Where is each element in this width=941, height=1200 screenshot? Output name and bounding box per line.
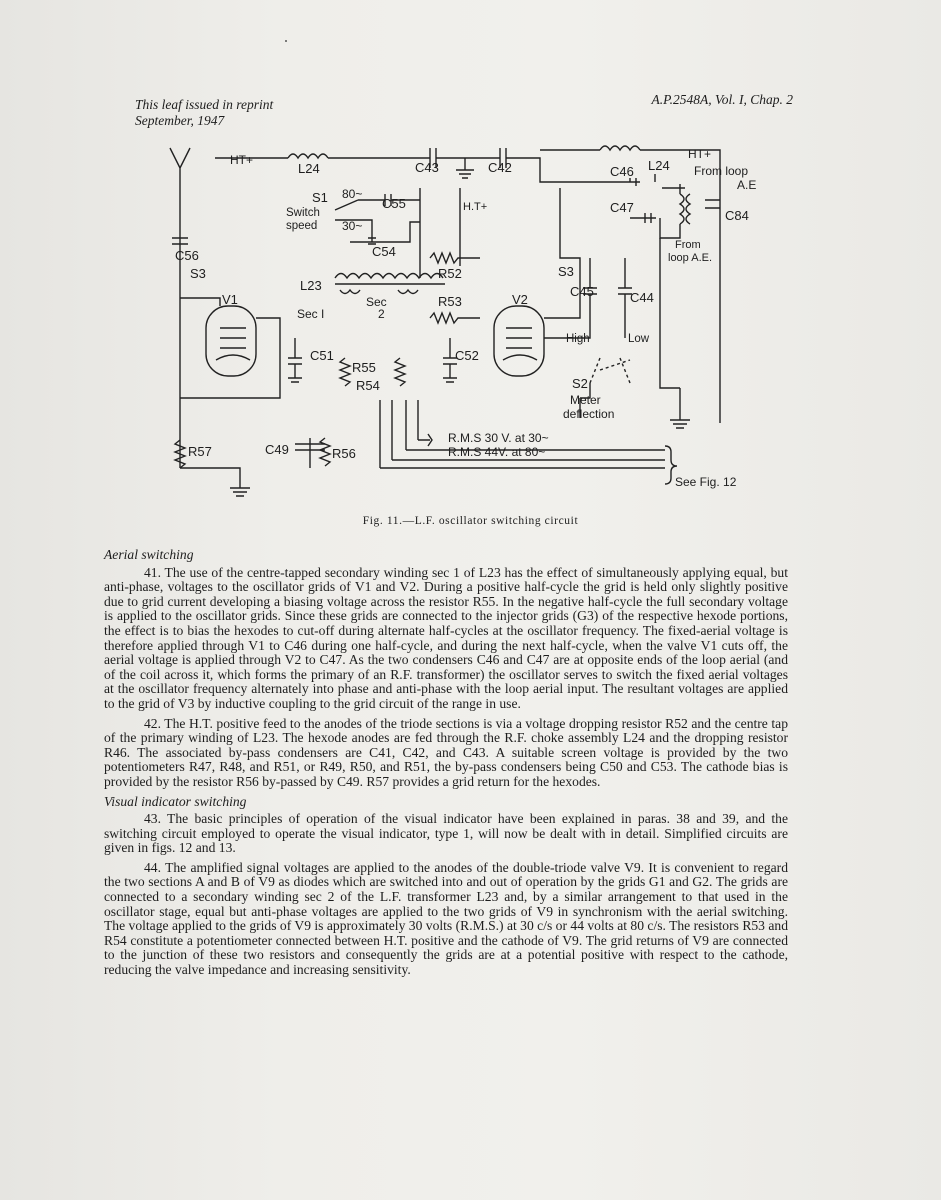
sec2-label-b: 2 bbox=[378, 307, 385, 321]
ht-right-label: HT+ bbox=[688, 147, 712, 161]
c84-symbol bbox=[705, 200, 720, 208]
loop-transformer-primary bbox=[680, 194, 684, 224]
l23-primary bbox=[335, 274, 443, 279]
80hz-label: 80~ bbox=[342, 187, 363, 201]
v1-label: V1 bbox=[222, 292, 238, 307]
c51-ground bbox=[288, 338, 302, 382]
loop-transformer-secondary bbox=[686, 194, 690, 224]
v2-valve bbox=[494, 306, 544, 376]
l23-sec2 bbox=[398, 290, 418, 294]
r56-label: R56 bbox=[332, 446, 356, 461]
low-label: Low bbox=[628, 333, 650, 345]
l23-sec1 bbox=[340, 290, 360, 294]
c43-label: C43 bbox=[415, 160, 439, 175]
section-heading-aerial: Aerial switching bbox=[104, 547, 194, 562]
30hz-label: 30~ bbox=[342, 219, 363, 233]
rms-44-label: R.M.S 44V. at 80~ bbox=[448, 445, 546, 459]
speck bbox=[285, 40, 287, 42]
aerial-symbol bbox=[170, 148, 190, 233]
from-loop-label: From loop bbox=[694, 164, 749, 178]
publication-reference: A.P.2548A, Vol. I, Chap. 2 bbox=[651, 92, 793, 107]
see-fig-label: See Fig. 12 bbox=[675, 475, 737, 489]
l24-right-coil bbox=[600, 146, 640, 150]
loop-ae-label: loop A.E. bbox=[668, 252, 713, 264]
c51-label: C51 bbox=[310, 348, 334, 363]
paragraph-44: 44. The amplified signal voltages are applied to the anodes of the double-triode valve V9. It is convenient to regard the two sections A and B of V9 as diodes which are switched into and out of operation by the grids G1 and G2. The grids are connected to a secondary winding sec 2 of the L.F. transformer L23 and, by a similar arrangement to that used in the oscillator stage, equal but anti-phase voltages are applied to the two grids of V9 in synchronism with the aerial switching. The voltage applied to the grids of V9 is approximately 30 volts (R.M.S.) at 30 c/s or 44 volts at 80 c/s. The resistors R53 and R54 constitute a potentiometer connected between H.T. positive and the cathode of V9. The grid returns of V9 are connected to the junction of these two resistors and consequently the grids are at a potential positive with respect to the cathode, reducing the valve impedance and increasing sensitivity. bbox=[104, 859, 789, 978]
circuit-schematic bbox=[160, 138, 800, 508]
ground-right bbox=[670, 388, 690, 428]
sec2-label-a: Sec bbox=[366, 295, 387, 309]
high-label: High bbox=[566, 333, 590, 345]
r52-symbol bbox=[430, 253, 480, 263]
s2-switch bbox=[590, 358, 630, 383]
c49-label: C49 bbox=[265, 442, 289, 457]
ht-left-label: HT+ bbox=[230, 153, 254, 167]
c45-label: C45 bbox=[570, 284, 594, 299]
r53-label: R53 bbox=[438, 294, 462, 309]
c42-label: C42 bbox=[488, 160, 512, 175]
s1-label: S1 bbox=[312, 190, 328, 205]
ae-label: A.E bbox=[737, 178, 757, 192]
s2-label: S2 bbox=[572, 376, 588, 391]
r54-label: R54 bbox=[356, 378, 380, 393]
c56-label: C56 bbox=[175, 248, 199, 263]
l24-left-coil bbox=[288, 154, 328, 158]
l24-right-label: L24 bbox=[648, 158, 670, 173]
r55-symbol bbox=[340, 358, 350, 386]
c55-label: C55 bbox=[382, 196, 406, 211]
reprint-line-1: This leaf issued in reprint bbox=[135, 97, 274, 112]
r54-symbol bbox=[395, 358, 405, 386]
v1-valve bbox=[206, 306, 256, 376]
s3-right-label: S3 bbox=[558, 264, 574, 279]
reprint-line-2: September, 1947 bbox=[135, 113, 225, 128]
c47-label: C47 bbox=[610, 200, 634, 215]
l24-left-label: L24 bbox=[298, 161, 320, 176]
sec1-label: Sec I bbox=[297, 307, 325, 321]
ht-mid-label: H.T+ bbox=[463, 201, 488, 213]
from-label: From bbox=[675, 239, 701, 251]
rms-30-label: R.M.S 30 V. at 30~ bbox=[448, 431, 549, 445]
ground-top bbox=[456, 158, 474, 178]
l23-label: L23 bbox=[300, 278, 322, 293]
speed-label: speed bbox=[286, 220, 318, 232]
deflection-label: deflection bbox=[563, 407, 615, 421]
body-text bbox=[104, 544, 788, 983]
paragraph-43: 43. The basic principles of operation of the visual indicator have been explained in paras. 38 and 39, and the switching circuit employed to operate the visual indicator, type 1, will now be dealt with in detail. Simplified circuits are given in figs. 12 and 13. bbox=[104, 811, 788, 856]
reprint-note bbox=[135, 97, 273, 129]
r57-label: R57 bbox=[188, 444, 212, 459]
circuit-diagram bbox=[160, 138, 800, 508]
c44-label: C44 bbox=[630, 290, 654, 305]
figure-caption: Fig. 11.—L.F. oscillator switching circuit bbox=[362, 515, 579, 527]
paragraph-41: 41. The use of the centre-tapped secondary winding sec 1 of L23 has the effect of simultaneously applying equal, but anti-phase, voltages to the oscillator grids of V1 and V2. During a positive half-cycle the grid is held only slightly positive due to grid current developing a biasing voltage across the resistor R55. In the negative half-cycle the full secondary voltage is applied to the oscillator grids. Since these grids are connected to the injector grids (G3) of the respective hexode portions, the effect is to bias the hexodes to cut-off during alternate half-cycles at the oscillator frequency. The fixed-aerial voltage is therefore applied through V1 to C46 during one half-cycle, and during the next half-cycle, when the valve V1 cuts off, the aerial voltage is applied through V2 to C47. As the two condensers C46 and C47 are at opposite ends of the loop aerial (and of the coil across it, which forms the primary of an R.F. transformer) the oscillator serves to switch the fixed aerial voltages at the oscillator frequency alternately into phase and anti-phase with the loop aerial input. The resultant voltages are applied to the grid of V3 by inductive coupling to the grid circuit of the range in use. bbox=[104, 564, 788, 711]
c54-label: C54 bbox=[372, 244, 396, 259]
paragraph-42: 42. The H.T. positive feed to the anodes of the triode sections is via a voltage dropping resistor R52 and the centre tap of the primary winding of L23. The hexode anodes are fed through the R.F. choke assembly L24 and the dropping resistor R46. The associated by-pass condensers are C41, C42, and C43. A suitable screen voltage is provided by the two potentiometers R47, R48, and R51, or R49, R50, and R51, the by-pass condensers being C50 and C53. The cathode bias is provided by the resistor R56 by-passed by C49. R57 provides a grid return for the hexodes. bbox=[104, 715, 788, 789]
r53-symbol bbox=[430, 313, 480, 323]
v2-label: V2 bbox=[512, 292, 528, 307]
r52-label: R52 bbox=[438, 266, 462, 281]
r56-symbol bbox=[320, 438, 330, 466]
s3-left-label: S3 bbox=[190, 266, 206, 281]
meter-label: Meter bbox=[570, 393, 601, 407]
c84-label: C84 bbox=[725, 208, 749, 223]
c46-label: C46 bbox=[610, 164, 634, 179]
switch-label: Switch bbox=[286, 207, 320, 219]
c52-label: C52 bbox=[455, 348, 479, 363]
r55-label: R55 bbox=[352, 360, 376, 375]
ground-bottom bbox=[180, 468, 250, 496]
section-heading-visual: Visual indicator switching bbox=[104, 793, 247, 809]
c44-symbol bbox=[618, 258, 632, 294]
